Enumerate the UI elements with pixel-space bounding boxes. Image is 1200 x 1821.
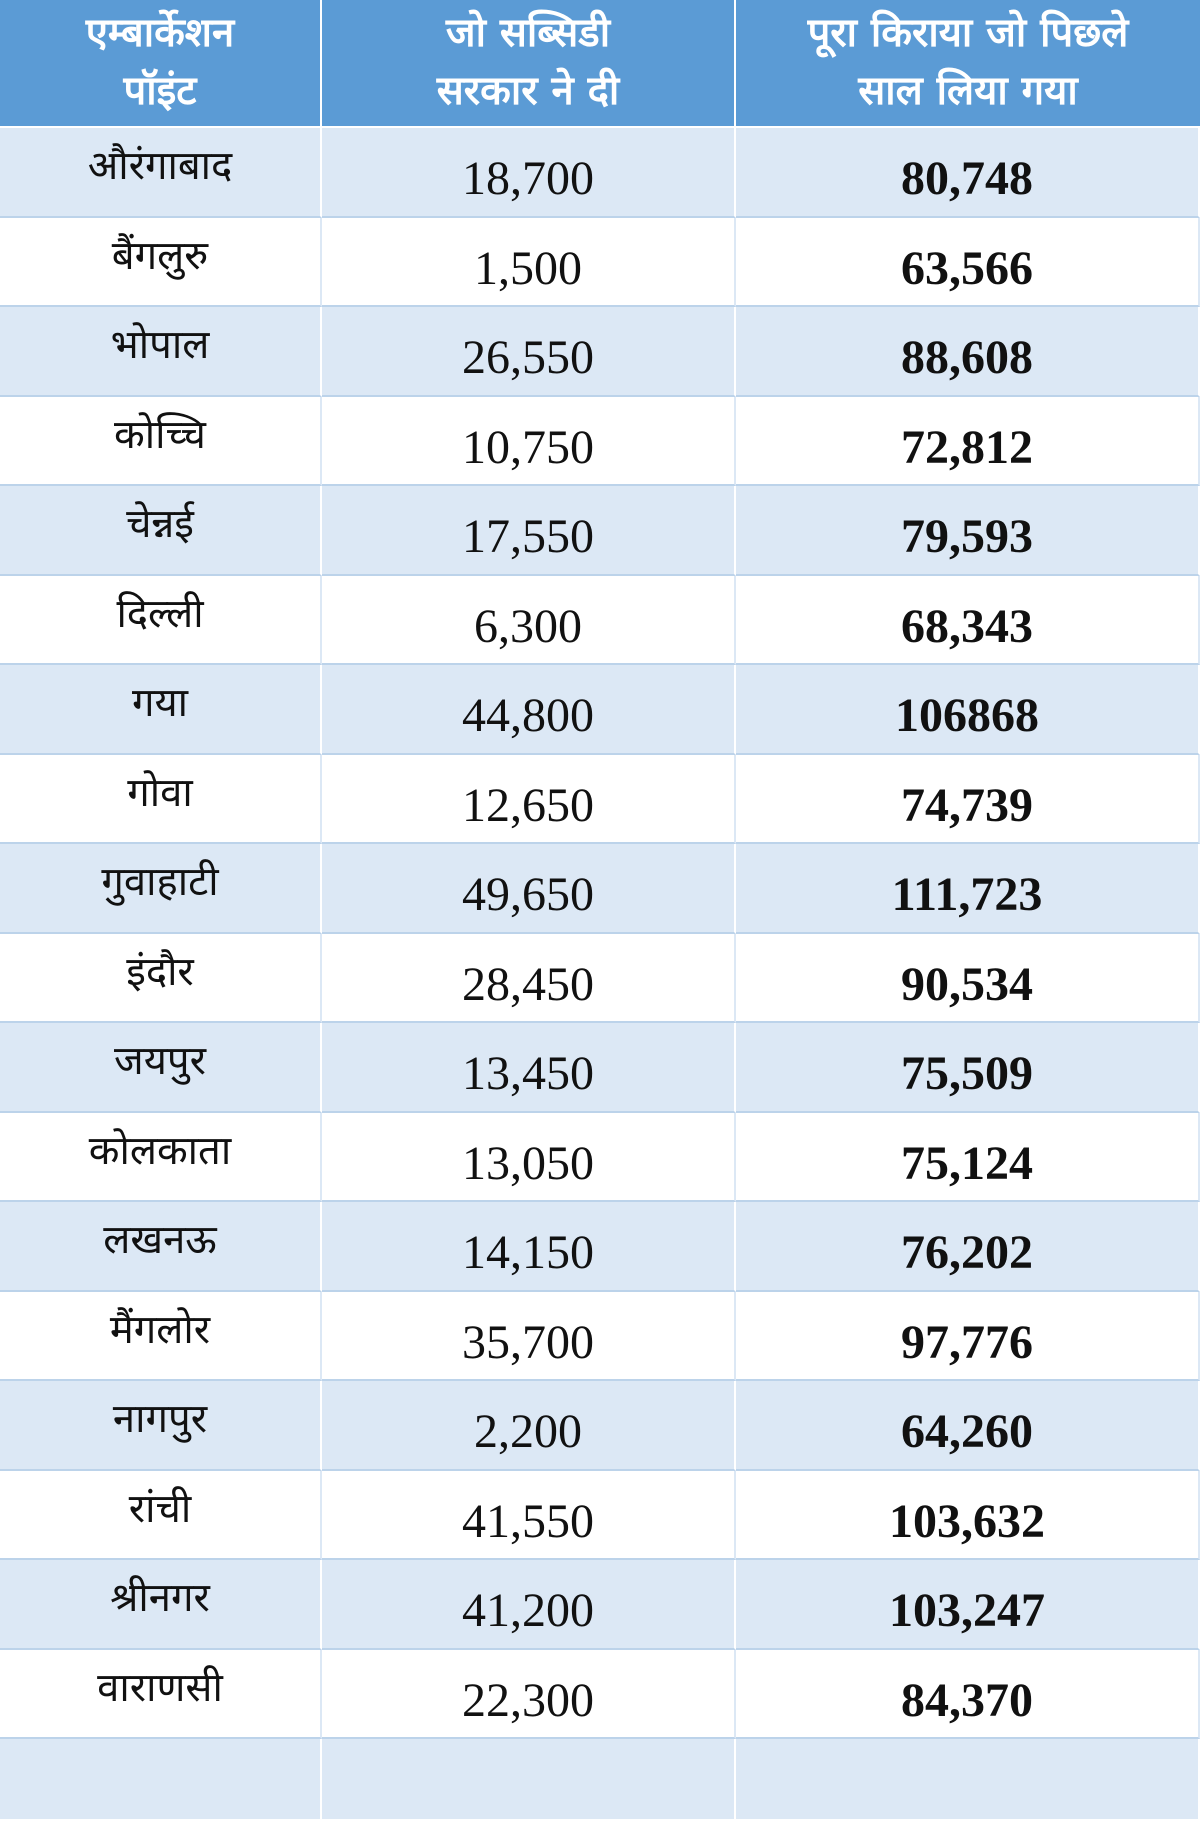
cell-full-fare: 75,124	[736, 1113, 1200, 1203]
cell-subsidy: 49,650	[322, 844, 736, 934]
cell-embarkation-point: बैंगलुरु	[0, 218, 322, 308]
cell-full-fare: 84,370	[736, 1650, 1200, 1740]
cell-embarkation-point: वाराणसी	[0, 1650, 322, 1740]
cell-embarkation-point: चेन्नई	[0, 486, 322, 576]
cell-subsidy: 41,550	[322, 1471, 736, 1561]
cell-embarkation-point: गया	[0, 665, 322, 755]
cell-full-fare: 63,566	[736, 218, 1200, 308]
footer-cell	[322, 1739, 736, 1821]
cell-full-fare: 74,739	[736, 755, 1200, 845]
cell-embarkation-point: श्रीनगर	[0, 1560, 322, 1650]
cell-full-fare: 79,593	[736, 486, 1200, 576]
cell-subsidy: 44,800	[322, 665, 736, 755]
cell-full-fare: 76,202	[736, 1202, 1200, 1292]
header-subsidy: जो सब्सिडी सरकार ने दी	[322, 0, 736, 128]
cell-embarkation-point: गुवाहाटी	[0, 844, 322, 934]
cell-full-fare: 75,509	[736, 1023, 1200, 1113]
header-full-fare: पूरा किराया जो पिछले साल लिया गया	[736, 0, 1200, 128]
cell-subsidy: 22,300	[322, 1650, 736, 1740]
cell-full-fare: 103,632	[736, 1471, 1200, 1561]
cell-full-fare: 72,812	[736, 397, 1200, 487]
cell-subsidy: 13,450	[322, 1023, 736, 1113]
cell-subsidy: 14,150	[322, 1202, 736, 1292]
cell-full-fare: 90,534	[736, 934, 1200, 1024]
cell-subsidy: 12,650	[322, 755, 736, 845]
cell-subsidy: 28,450	[322, 934, 736, 1024]
cell-embarkation-point: गोवा	[0, 755, 322, 845]
cell-subsidy: 17,550	[322, 486, 736, 576]
cell-full-fare: 64,260	[736, 1381, 1200, 1471]
cell-embarkation-point: भोपाल	[0, 307, 322, 397]
cell-full-fare: 97,776	[736, 1292, 1200, 1382]
footer-cell	[0, 1739, 322, 1821]
cell-embarkation-point: मैंगलोर	[0, 1292, 322, 1382]
cell-embarkation-point: कोच्चि	[0, 397, 322, 487]
cell-embarkation-point: इंदौर	[0, 934, 322, 1024]
cell-subsidy: 6,300	[322, 576, 736, 666]
cell-embarkation-point: रांची	[0, 1471, 322, 1561]
cell-full-fare: 103,247	[736, 1560, 1200, 1650]
footer-cell	[736, 1739, 1200, 1821]
cell-subsidy: 18,700	[322, 128, 736, 218]
cell-embarkation-point: कोलकाता	[0, 1113, 322, 1203]
cell-embarkation-point: नागपुर	[0, 1381, 322, 1471]
cell-full-fare: 68,343	[736, 576, 1200, 666]
cell-embarkation-point: लखनऊ	[0, 1202, 322, 1292]
cell-full-fare: 106868	[736, 665, 1200, 755]
cell-embarkation-point: जयपुर	[0, 1023, 322, 1113]
cell-subsidy: 2,200	[322, 1381, 736, 1471]
cell-full-fare: 111,723	[736, 844, 1200, 934]
cell-subsidy: 26,550	[322, 307, 736, 397]
cell-full-fare: 88,608	[736, 307, 1200, 397]
cell-subsidy: 1,500	[322, 218, 736, 308]
cell-subsidy: 10,750	[322, 397, 736, 487]
cell-subsidy: 13,050	[322, 1113, 736, 1203]
cell-full-fare: 80,748	[736, 128, 1200, 218]
cell-subsidy: 41,200	[322, 1560, 736, 1650]
cell-subsidy: 35,700	[322, 1292, 736, 1382]
cell-embarkation-point: औरंगाबाद	[0, 128, 322, 218]
cell-embarkation-point: दिल्ली	[0, 576, 322, 666]
header-embarkation-point: एम्बार्केशन पॉइंट	[0, 0, 322, 128]
